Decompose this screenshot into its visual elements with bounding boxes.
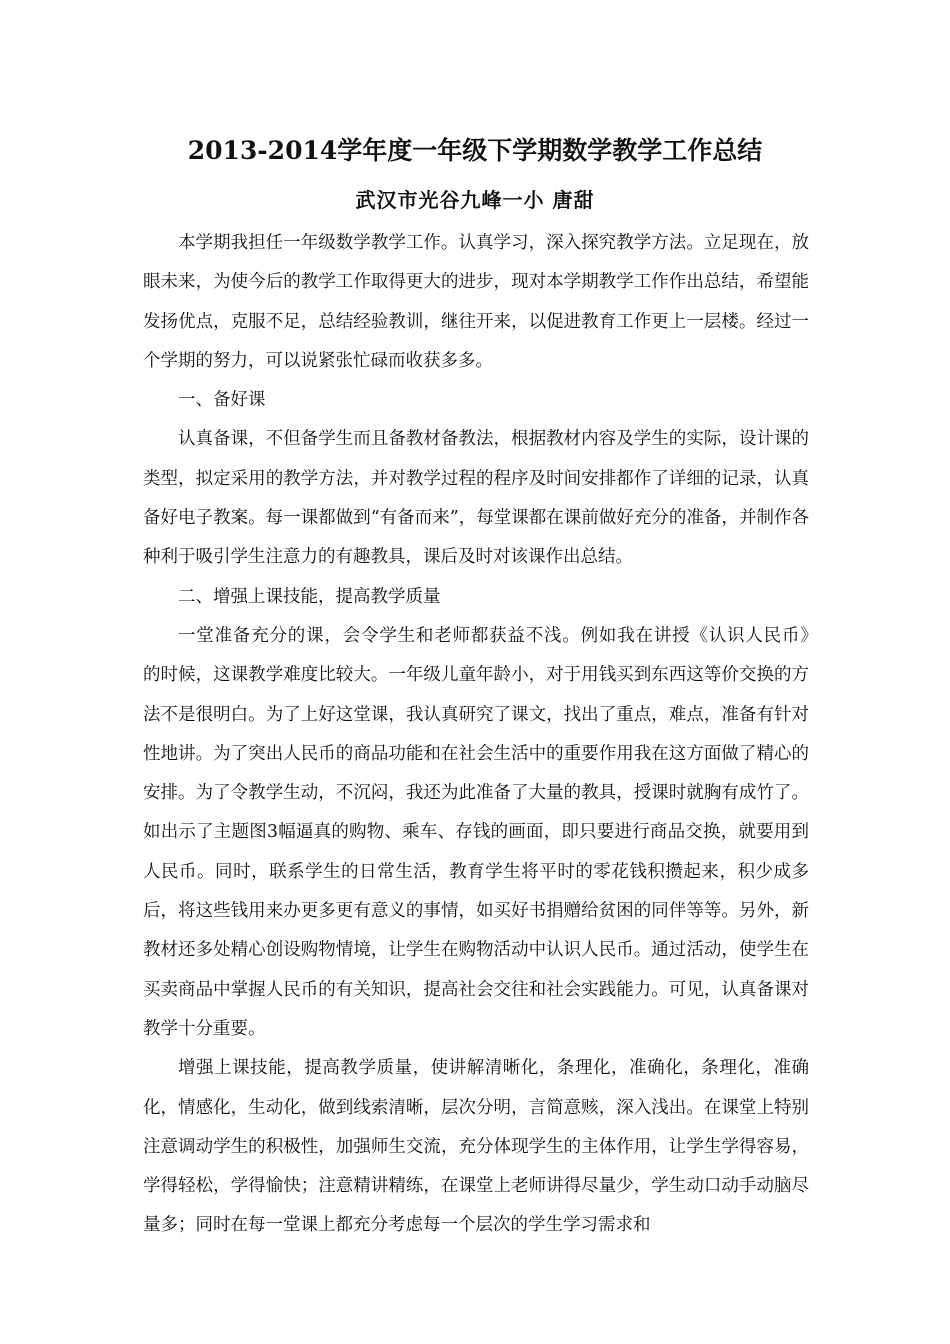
paragraph-rmb-lesson: 一堂准备充分的课，会令学生和老师都获益不浅。例如我在讲授《认识人民币》 的时候，这课教学难度比较大。一年级儿童年龄小，对于用钱买到东西这等价交换的方法不是很明白。为了上好这堂课，我认真研究了课文，找出了重点，难点，准备有针对性地讲。为了突出人民币的商品功能和在社会生活中的重要作用我在这方面做了精心的安排。为了令教学生动，不沉闷，我还为此准备了大量的教具，授课时就胸有成竹了。如出示了主题图3幅逼真的购物、乘车、存钱的画面，即只要进行商品交换，就要用到人民币。同时，联系学生的日常生活，教育学生将平时的零花钱积攒起来，积少成多后，将这些钱用来办更多更有意义的事情，如买好书捐赠给贫困的同伴等等。另外，新教材还多处精心创设购物情境，让学生在购物活动中认识人民币。通过活动，使学生在买卖商品中掌握人民币的有关知识，提高社会交往和社会实践能力。可见，认真备课对教学十分重要。 [143, 625, 827, 1039]
document-author: 武汉市光谷九峰一小 唐甜 [355, 188, 595, 212]
section-heading-1: 一、备好课 [178, 390, 266, 411]
section-heading-2: 二、增强上课技能，提高教学质量 [178, 586, 441, 607]
paragraph-lesson-prep: 认真备课，不但备学生而且备教材备教法，根据教材内容及学生的实际，设计课的类型，拟定采用的教学方法，并对教学过程的程序及时间安排都作了详细的记录，认真备好电子教案。每一课都做到“有备而来”，每堂课都在课前做好充分的准备，并制作各种利于吸引学生注意力的有趣教具，课后及时对该课作出总结。 [143, 429, 809, 568]
paragraph-intro: 本学期我担任一年级数学教学工作。认真学习，深入探究教学方法。立足现在，放眼未来，为使今后的教学工作取得更大的进步，现对本学期教学工作作出总结，希望能发扬优点，克服不足，总结经验教训，继往开来，以促进教育工作更上一层楼。经过一个学期的努力，可以说紧张忙碌而收获多多。 [143, 233, 809, 371]
paragraph-teaching-skills: 增强上课技能，提高教学质量，使讲解清晰化，条理化，准确化，条理化，准确化，情感化，生动化，做到线索清晰，层次分明，言简意赅，深入浅出。在课堂上特别注意调动学生的积极性，加强师生交流，充分体现学生的主体作用，让学生学得容易，学得轻松，学得愉快；注意精讲精练，在课堂上老师讲得尽量少，学生动口动手动脑尽量多；同时在每一堂课上都充分考虑每一个层次的学生学习需求和 [143, 1058, 809, 1236]
document-body [143, 224, 827, 1246]
document-title: 2013-2014学年度一年级下学期数学教学工作总结 [187, 136, 763, 165]
